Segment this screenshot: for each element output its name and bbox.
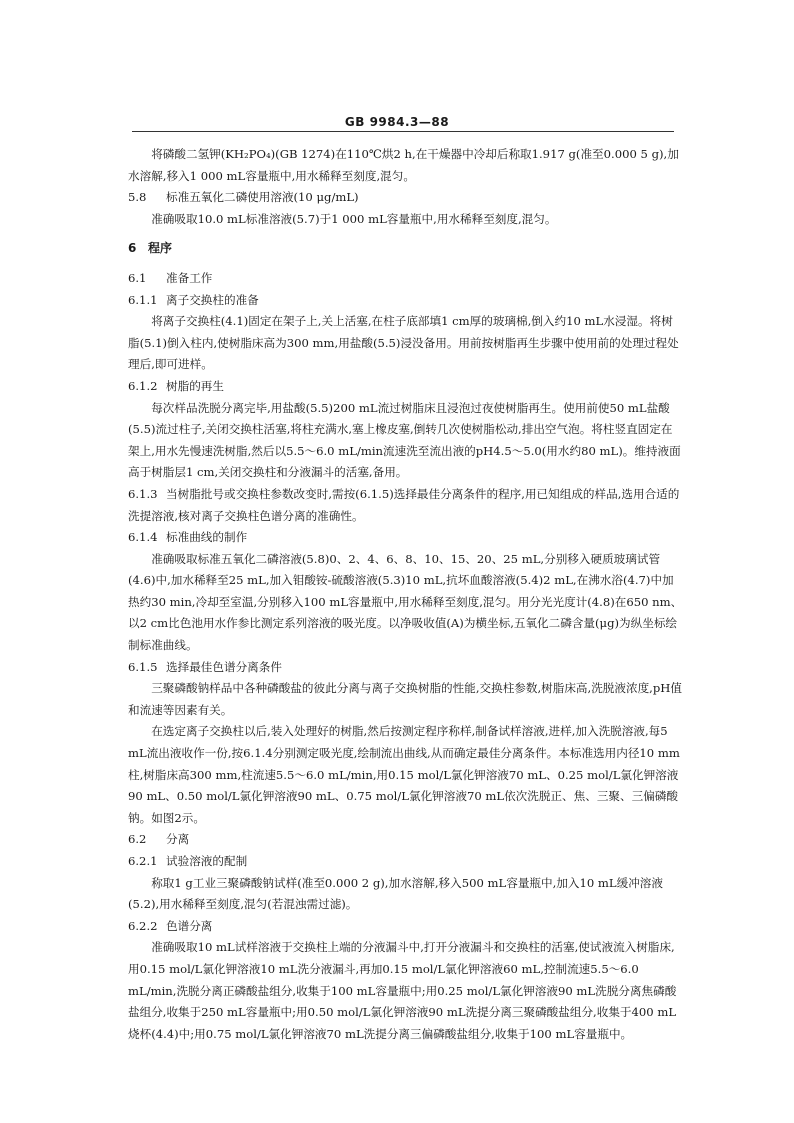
section-number: 6.1 — [128, 270, 147, 285]
section-title: 准备工作 — [166, 270, 213, 285]
numbered-paragraph — [128, 484, 684, 527]
section-number: 6.1.2 — [128, 378, 158, 393]
subsection-heading — [128, 268, 684, 290]
paragraph: 准确吸取标准五氧化二磷溶液(5.8)0、2、4、6、8、10、15、20、25 mL,分别移入硬质玻璃试管(4.6)中,加水稀释至25 mL,加入钼酸铵-硫酸溶液(5.3)10 mL,抗坏血酸溶液(5.4)2 mL,在沸水浴(4.7)中加热约30 min,冷却至室温,分别移入100 mL容量瓶中,用水稀释至刻度,混匀。用分光光度计(4.8)在650 nm、以2 cm比色池用水作参比测定系列溶液的吸光度。以净吸收值(A)为横坐标,五氧化二磷含量(μg)为纵坐标绘制标准曲线。 — [128, 551, 683, 653]
section-number: 6.2.1 — [128, 854, 158, 868]
paragraph: 在选定离子交换柱以后,装入处理好的树脂,然后按测定程序称样,制备试样溶液,进样,加入洗脱溶液,每5 mL流出液收作一份,按6.1.4分别测定吸光度,绘制流出曲线,从而确定最佳分离条件。本标准选用内径10 mm柱,树脂床高300 mm,柱流速5.5～6.0 mL/min,用0.15 mol/L氯化钾溶液70 mL、0.25 mol/L氯化钾溶液90 mL、0.50 mol/L氯化钾溶液90 mL、0.75 mol/L氯化钾溶液70 mL依次洗脱正、焦、三聚、三偏磷酸钠。如图2示。 — [128, 724, 680, 825]
section-title: 分离 — [166, 832, 190, 847]
subsection-heading — [128, 657, 684, 679]
paragraph: 准确吸取10.0 mL标准溶液(5.7)于1 000 mL容量瓶中,用水稀释至刻度,混匀。 — [151, 211, 557, 226]
subsection-heading — [128, 527, 684, 549]
subsection-heading — [128, 829, 684, 851]
section-title: 标准五氧化二磷使用溶液(10 μg/mL) — [166, 190, 359, 205]
section-title: 程序 — [148, 241, 173, 256]
section-number: 6.1.3 — [128, 486, 158, 501]
section-title: 标准曲线的制作 — [166, 530, 248, 545]
subsection-heading — [128, 187, 684, 209]
section-title: 离子交换柱的准备 — [166, 292, 259, 307]
section-title: 试验溶液的配制 — [166, 854, 248, 868]
document-body — [128, 144, 684, 1045]
paragraph: 准确吸取10 mL试样溶液于交换柱上端的分液漏斗中,打开分液漏斗和交换柱的活塞,使试液流入树脂床,用0.15 mol/L氯化钾溶液10 mL洗分液漏斗,再加0.15 mol/L氯化钾溶液60 mL,控制流速5.5～6.0 mL/min,洗脱分离正磷酸盐组分,收集于100 mL容量瓶中;用0.25 mol/L氯化钾溶液90 mL洗脱分离焦磷酸盐组分,收集于250 mL容量瓶中;用0.50 mol/L氯化钾溶液90 mL洗提分离三聚磷酸盐组分,收集于400 mL烧杯(4.4)中;用0.75 mol/L氯化钾溶液70 mL洗提分离三偏磷酸盐组分,收集于100 mL容量瓶中。 — [128, 940, 677, 1041]
section-heading — [128, 238, 684, 260]
section-number: 6.2.2 — [128, 918, 158, 933]
subsection-heading — [128, 376, 684, 398]
paragraph: 将离子交换柱(4.1)固定在架子上,关上活塞,在柱子底部填1 cm厚的玻璃棉,倒入约10 mL水浸湿。将树脂(5.1)倒入柱内,使树脂床高为300 mm,用盐酸(5.5)浸没备用。用前按树脂再生步骤中使用前的处理过程处理后,即可进样。 — [128, 314, 679, 372]
paragraph-text: 当树脂批号或交换柱参数改变时,需按(6.1.5)选择最佳分离条件的程序,用已知组成的样品,选用合适的洗提溶液,核对离子交换柱色谱分离的准确性。 — [128, 486, 680, 523]
paragraph: 称取1 g工业三聚磷酸钠试样(准至0.000 2 g),加水溶解,移入500 mL容量瓶中,加入10 mL缓冲溶液(5.2),用水稀释至刻度,混匀(若混浊需过滤)。 — [128, 875, 663, 912]
section-title: 选择最佳色谱分离条件 — [166, 659, 282, 674]
section-number: 6.1.1 — [128, 292, 158, 307]
standard-code-header: GB 9984.3—88 — [344, 115, 450, 129]
paragraph: 每次样品洗脱分离完毕,用盐酸(5.5)200 mL流过树脂床且浸泡过夜使树脂再生。使用前使50 mL盐酸(5.5)流过柱子,关闭交换柱活塞,将柱充满水,塞上橡皮塞,倒转几次使树脂松动,排出空气泡。将柱竖直固定在架上,用水先慢速洗树脂,然后以5.5～6.0 mL/min流速洗至流出液的pH4.5～5.0(用水约80 mL)。维持液面高于树脂层1 cm,关闭交换柱和分液漏斗的活塞,备用。 — [128, 400, 681, 480]
section-title: 色谱分离 — [166, 918, 213, 933]
section-number: 6.2 — [128, 832, 147, 847]
section-number: 6 — [128, 241, 137, 256]
paragraph: 将磷酸二氢钾(KH₂PO₄)(GB 1274)在110℃烘2 h,在干燥器中冷却后称取1.917 g(准至0.000 5 g),加水溶解,移入1 000 mL容量瓶中,用水稀释至刻度,混匀。 — [128, 147, 679, 183]
subsection-heading — [128, 916, 684, 938]
paragraph: 三聚磷酸钠样品中各种磷酸盐的彼此分离与离子交换树脂的性能,交换柱参数,树脂床高,洗脱液浓度,pH值和流速等因素有关。 — [128, 681, 682, 717]
subsection-heading — [128, 290, 684, 312]
subsection-heading — [128, 851, 684, 873]
section-number: 6.1.5 — [128, 659, 158, 674]
section-number: 6.1.4 — [128, 530, 158, 545]
section-title: 树脂的再生 — [166, 378, 224, 393]
section-number: 5.8 — [128, 190, 147, 205]
header-rule — [132, 131, 674, 132]
